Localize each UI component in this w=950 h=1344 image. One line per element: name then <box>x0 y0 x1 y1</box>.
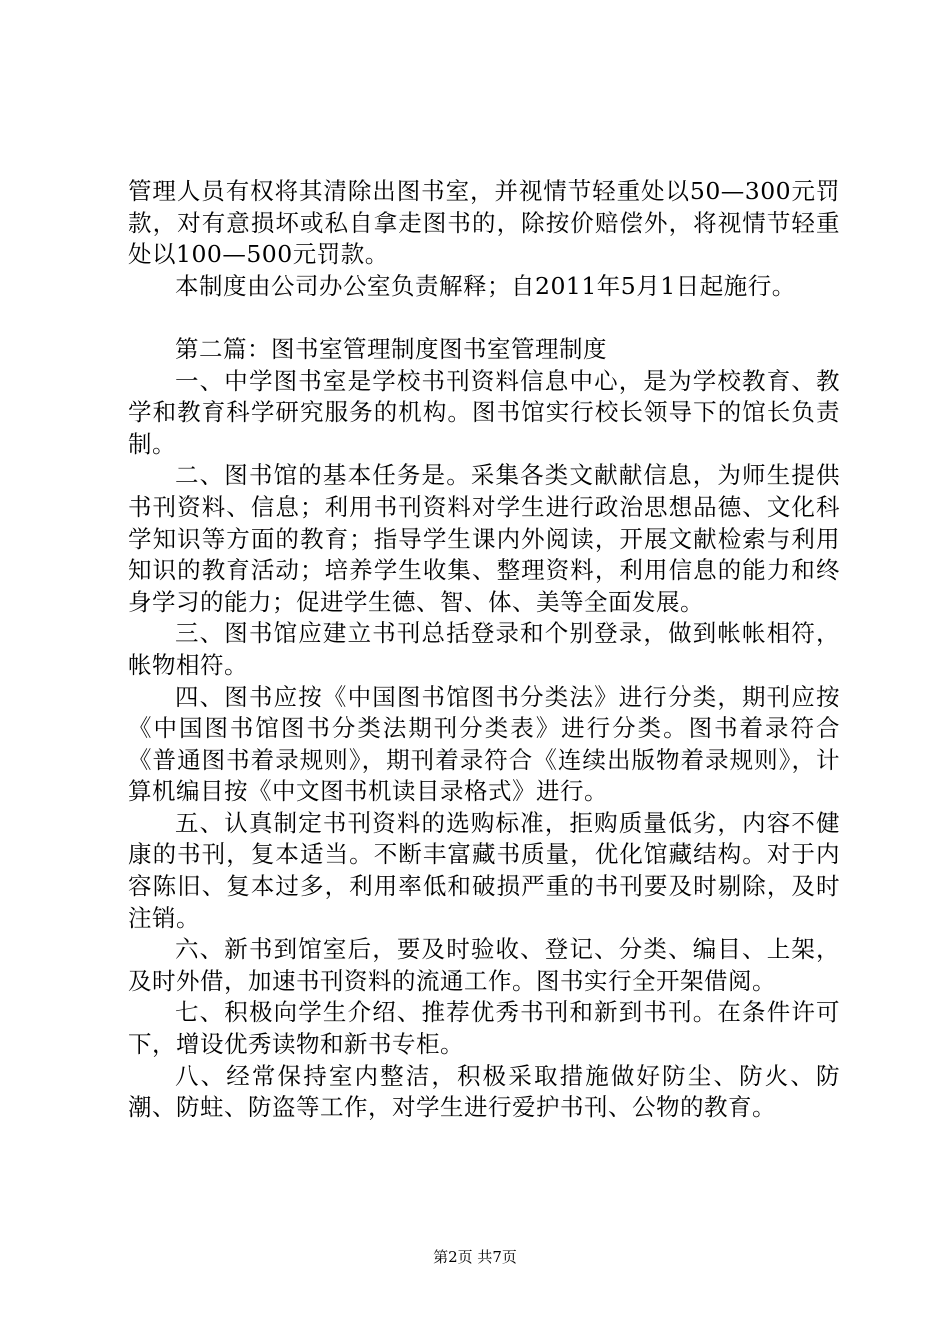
paragraph-item-7: 七、积极向学生介绍、推荐优秀书刊和新到书刊。在条件许可下，增设优秀读物和新书专柜。 <box>128 998 840 1059</box>
paragraph-item-1: 一、中学图书室是学校书刊资料信息中心，是为学校教育、教学和教育科学研究服务的机构。图书馆实行校长领导下的馆长负责制。 <box>128 366 840 458</box>
paragraph-item-5: 五、认真制定书刊资料的选购标准，拒购质量低劣，内容不健康的书刊，复本适当。不断丰富藏书质量，优化馆藏结构。对于内容陈旧、复本过多，利用率低和破损严重的书刊要及时剔除，及时注销。 <box>128 808 840 932</box>
section-title: 第二篇：图书室管理制度图书室管理制度 <box>175 334 607 363</box>
page-number-label: 第2页 共7页 <box>433 1248 517 1266</box>
document-body <box>128 176 840 1124</box>
paragraph-continuation: 管理人员有权将其清除出图书室，并视情节轻重处以50—300元罚款，对有意损坏或私自拿走图书的，除按价赔偿外，将视情节轻重处以100—500元罚款。 <box>128 177 840 269</box>
paragraph-gap <box>128 302 840 334</box>
paragraph-item-6: 六、新书到馆室后，要及时验收、登记、分类、编目、上架，及时外借，加速书刊资料的流通工作。图书实行全开架借阅。 <box>128 935 840 995</box>
paragraph-item-4: 四、图书应按《中国图书馆图书分类法》进行分类，期刊应按《中国图书馆图书分类法期刊分类表》进行分类。图书着录符合《普通图书着录规则》，期刊着录符合《连续出版物着录规则》，计算机编目按《中文图书机读目录格式》进行。 <box>128 682 840 806</box>
page-footer <box>0 1247 950 1267</box>
paragraph-item-3: 三、图书馆应建立书刊总括登录和个别登录，做到帐帐相符，帐物相符。 <box>128 619 840 679</box>
paragraph-item-2: 二、图书馆的基本任务是。采集各类文献献信息，为师生提供书刊资料、信息；利用书刊资料对学生进行政治思想品德、文化科学知识等方面的教育；指导学生课内外阅读，开展文献检索与利用知识的教育活动；培养学生收集、整理资料，利用信息的能力和终身学习的能力；促进学生德、智、体、美等全面发展。 <box>128 461 840 616</box>
paragraph-effective-date: 本制度由公司办公室负责解释；自2011年5月1日起施行。 <box>175 271 796 300</box>
paragraph-item-8: 八、经常保持室内整洁，积极采取措施做好防尘、防火、防潮、防蛀、防盗等工作，对学生进行爱护书刊、公物的教育。 <box>128 1061 840 1122</box>
